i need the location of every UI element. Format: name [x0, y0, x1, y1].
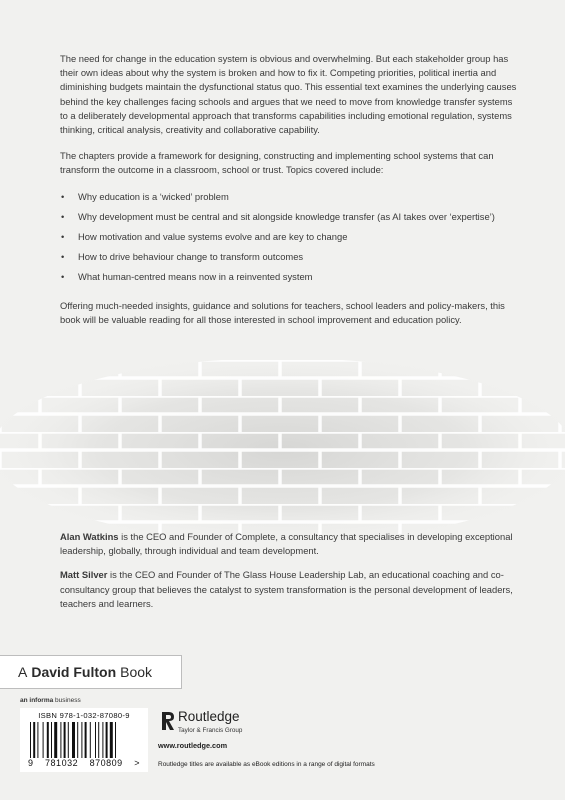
topics-list [60, 190, 522, 285]
author-bio [60, 568, 522, 611]
imprint-prefix: A [18, 664, 28, 680]
barcode-bars [28, 722, 140, 758]
brick-wall-image [0, 360, 565, 540]
author-bio [60, 530, 522, 558]
barcode [20, 708, 148, 772]
publisher-group: Taylor & Francis Group [178, 727, 243, 734]
publisher-name: Routledge [178, 709, 240, 724]
ebook-note: Routledge titles are available as eBook editions in a range of digital formats [158, 761, 375, 768]
blurb-paragraph-2: The chapters provide a framework for designing, constructing and implementing school systems that can transform the outcome in a classroom, school or trust. Topics covered include: [60, 150, 494, 176]
imprint-name: David Fulton [31, 664, 117, 680]
author-name: Alan Watkins [60, 531, 119, 542]
list-item: • How motivation and value systems evolve and are key to change [60, 230, 522, 244]
isbn: ISBN 978-1-032-87080-9 [38, 711, 130, 720]
author-name: Matt Silver [60, 569, 108, 581]
imprint-suffix: Book [120, 664, 153, 680]
barcode-digits [26, 758, 142, 768]
blurb-paragraph-1: The need for change in the education system is obvious and overwhelming. But each stakeholder group has their own ideas about why the system is broken and how to fix it. Competing priorities, political inertia and diminishing budgets maintain the dysfunctional status quo. This essential text examines the underlying causes behind the key challenges facing schools and argues that we need to move from knowledge transfer systems to a deliberately developmental approach that transforms capabilities including emotional regulation, systems thinking, critical analysis, creativity and collaborative capability. [60, 53, 517, 136]
informa-tag [20, 697, 81, 704]
list-item: • Why education is a ‘wicked’ problem [60, 190, 522, 204]
list-item: • What human-centred means now in a reinvented system [60, 270, 522, 284]
author-bios [60, 530, 522, 621]
informa-bold: an informa [20, 697, 54, 704]
publisher-url: www.routledge.com [158, 741, 228, 750]
routledge-logo-icon [160, 710, 176, 732]
author-bio-text: is the CEO and Founder of The Glass House Leadership Lab, an educational coaching and co-consultancy group that believes the catalyst to system transformation is the personal development of leaders, teachers and learners. [60, 569, 513, 609]
barcode-digit: 781032 [45, 758, 79, 768]
imprint-banner [0, 655, 182, 689]
blurb-paragraph-3: Offering much-needed insights, guidance and solutions for teachers, school leaders and policy-makers, this book will be valuable reading for all those interested in school improvement and education policy. [60, 299, 505, 325]
barcode-digit: > [134, 758, 140, 768]
list-item: • How to drive behaviour change to transform outcomes [60, 250, 522, 264]
blurb [60, 52, 522, 339]
informa-rest: business [53, 697, 81, 704]
list-item: • Why development must be central and sit alongside knowledge transfer (as AI takes over ‘expertise’) [60, 210, 522, 224]
barcode-digit: 9 [28, 758, 34, 768]
barcode-digit: 870809 [89, 758, 123, 768]
author-bio-text: is the CEO and Founder of Complete, a consultancy that specialises in developing exceptional leadership, globally, through individual and team development. [60, 531, 513, 557]
